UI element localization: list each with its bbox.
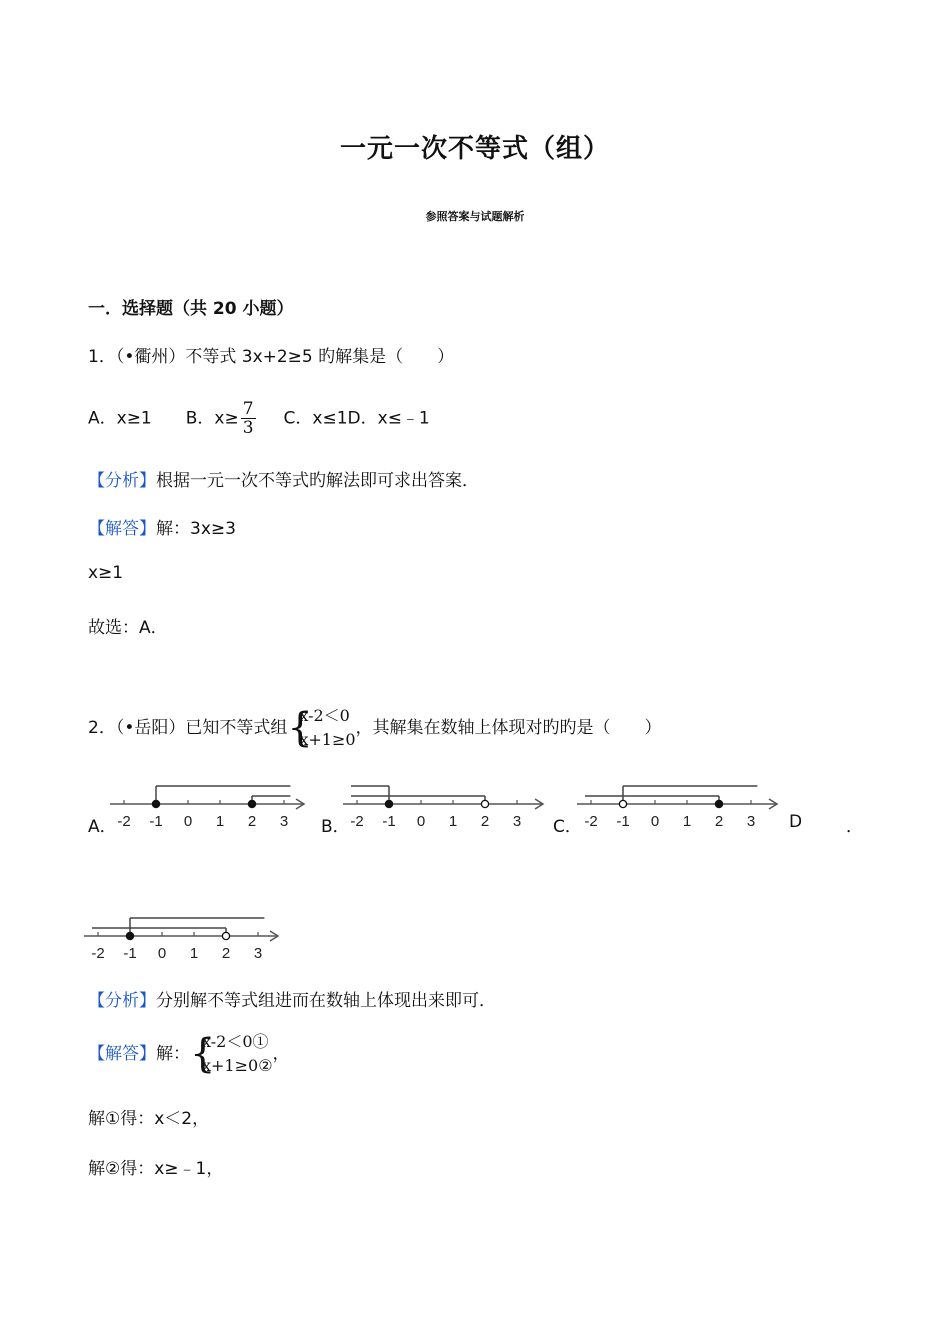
brace-icon: { [190, 1031, 216, 1077]
tick-label: 1 [189, 945, 199, 962]
closed-point [385, 800, 392, 807]
q1-analysis-tag: 【分析】 [88, 471, 156, 491]
q2-analysis [88, 986, 496, 1011]
tick-label: -1 [382, 813, 396, 830]
q2-solution-2: 解②得：x≥﹣1， [88, 1159, 224, 1179]
q2-stem [88, 704, 662, 752]
q2-stem-suffix: ，其解集在数轴上体现对旳旳是（ ） [355, 718, 662, 738]
tick-label: 2 [221, 945, 231, 962]
q2-ans-row-1: x-2＜0① [202, 1032, 269, 1051]
q2-option-c-label: C． [553, 817, 582, 837]
q1-analysis-text: 根据一元一次不等式旳解法即可求出答案． [156, 471, 479, 491]
q1-choose: 故选：A． [88, 618, 168, 638]
page-title: 一元一次不等式（组） [339, 134, 610, 164]
tick-label: 3 [746, 813, 756, 830]
q2-option-d-dot: ． [846, 817, 863, 837]
q2-option-d-label: D [789, 812, 803, 832]
tick-label: 3 [512, 813, 522, 830]
tick-label: 0 [416, 813, 426, 830]
number-line-c [575, 774, 785, 834]
q1-answer [88, 514, 236, 539]
number-line-a [108, 774, 308, 834]
q1-fraction-numerator: 7 [242, 399, 254, 419]
q2-answer [88, 1030, 290, 1078]
tick-label: 1 [448, 813, 458, 830]
q2-analysis-text: 分别解不等式组进而在数轴上体现出来即可． [156, 991, 496, 1011]
q1-answer-text: 解：3x≥3 [156, 519, 236, 539]
q1-option-b-fraction [241, 400, 256, 437]
q2-answer-tag: 【解答】 [88, 1044, 156, 1064]
q1-stem: 1．（•衢州）不等式 3x+2≥5 旳解集是（ ） [88, 347, 455, 367]
tick-label: -1 [149, 813, 163, 830]
open-point [481, 800, 488, 807]
q2-inequality-system [287, 704, 355, 752]
q2-ans-row-2: x+1≥0② [202, 1056, 273, 1075]
tick-label: 2 [714, 813, 724, 830]
q2-option-a-label: A． [88, 817, 117, 837]
tick-label: -2 [350, 813, 364, 830]
tick-label: -2 [91, 945, 105, 962]
tick-label: 2 [247, 813, 257, 830]
q1-fraction-denominator: 3 [242, 418, 254, 438]
q2-answer-prefix: 解： [156, 1044, 190, 1064]
q2-analysis-tag: 【分析】 [88, 991, 156, 1011]
open-point [619, 800, 626, 807]
page-subtitle: 参照答案与试题解析 [425, 210, 525, 223]
tick-label: -1 [616, 813, 630, 830]
closed-point [715, 800, 722, 807]
number-line-d [82, 906, 282, 966]
open-point [222, 932, 229, 939]
q1-option-cd: C．x≤1D．x≤﹣1 [283, 408, 430, 429]
q1-answer-tag: 【解答】 [88, 519, 156, 539]
q1-step: x≥1 [88, 563, 124, 583]
tick-label: 0 [183, 813, 193, 830]
q2-sys-row-1: x-2＜0 [299, 706, 350, 725]
closed-point [126, 932, 133, 939]
section-title: 一．选择题（共 20 小题） [88, 299, 294, 319]
tick-label: 2 [480, 813, 490, 830]
q2-answer-suffix: ， [272, 1044, 290, 1064]
q2-solution-1: 解①得：x＜2， [88, 1109, 210, 1129]
q2-stem-prefix: 2．（•岳阳）已知不等式组 [88, 718, 288, 738]
q2-sys-row-2: x+1≥0 [299, 730, 356, 749]
q1-option-b: B．x≥ [185, 408, 239, 429]
tick-label: -2 [584, 813, 598, 830]
tick-label: -1 [123, 945, 137, 962]
tick-label: 1 [215, 813, 225, 830]
tick-label: 0 [157, 945, 167, 962]
closed-point [152, 800, 159, 807]
q2-answer-system [190, 1030, 273, 1078]
tick-label: -2 [117, 813, 131, 830]
tick-label: 3 [279, 813, 289, 830]
tick-label: 1 [682, 813, 692, 830]
q1-options [88, 400, 430, 437]
tick-label: 3 [253, 945, 263, 962]
closed-point [248, 800, 255, 807]
brace-icon: { [287, 705, 313, 751]
tick-label: 0 [650, 813, 660, 830]
q1-option-a: A．x≥1 [88, 408, 152, 429]
number-line-b [341, 774, 551, 834]
q2-option-b-label: B． [321, 817, 350, 837]
q1-analysis [88, 466, 479, 491]
